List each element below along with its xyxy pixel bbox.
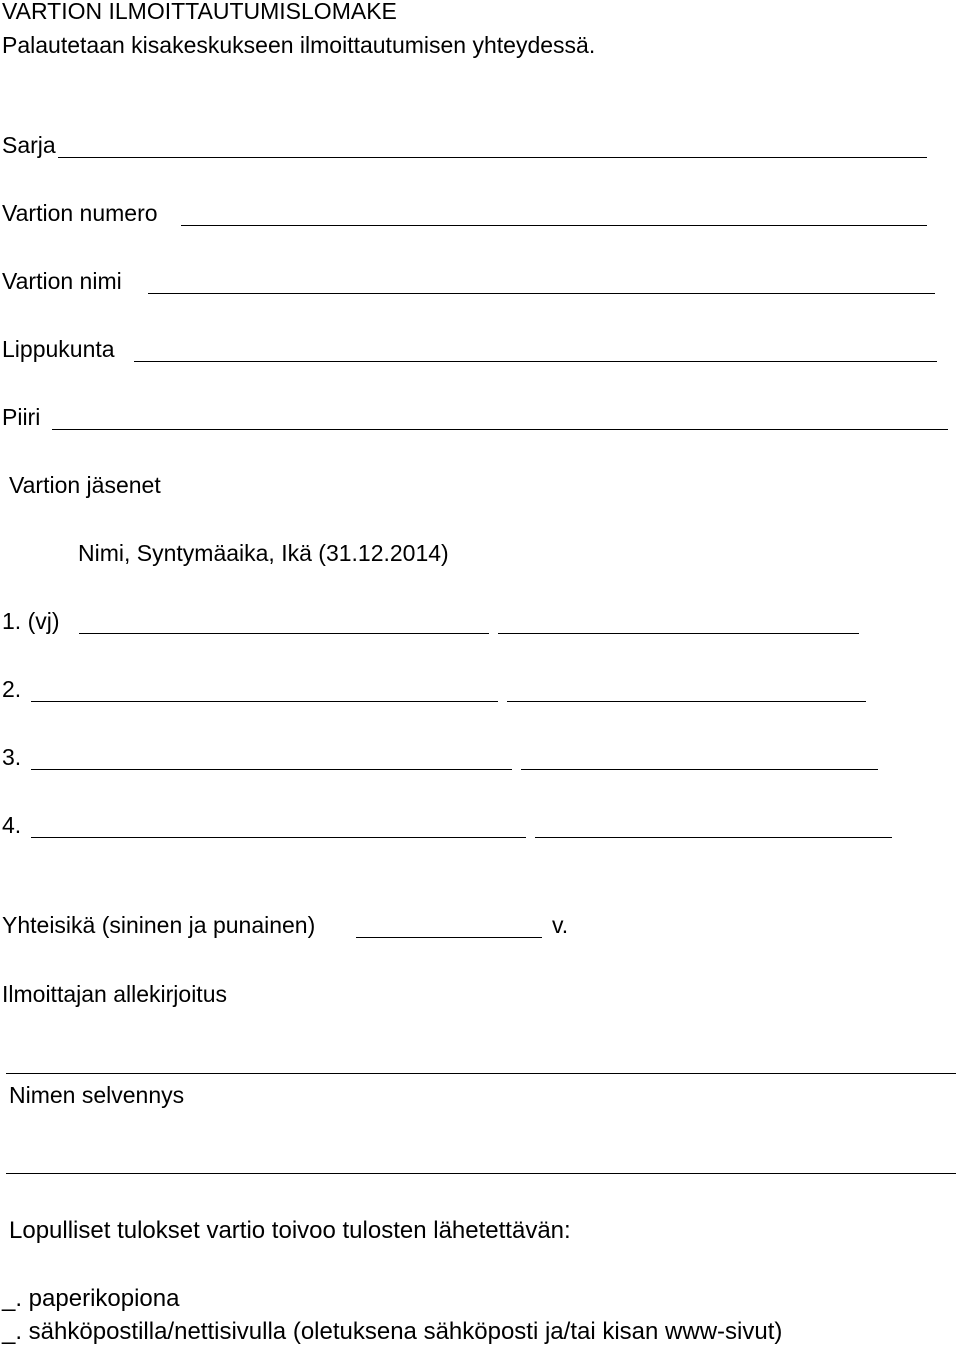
form-title: VARTION ILMOITTAUTUMISLOMAKE bbox=[2, 0, 397, 24]
piiri-field-line[interactable] bbox=[52, 429, 948, 430]
member-3-birth-line[interactable] bbox=[521, 769, 878, 770]
name-clarification-line[interactable] bbox=[6, 1173, 956, 1174]
members-heading: Vartion jäsenet bbox=[9, 472, 161, 498]
member-1-name-line[interactable] bbox=[79, 633, 489, 634]
total-age-label: Yhteisikä (sininen ja punainen) bbox=[2, 912, 316, 938]
lippukunta-field-line[interactable] bbox=[134, 361, 937, 362]
results-option-paper[interactable]: _. paperikopiona bbox=[2, 1285, 180, 1312]
member-1-birth-line[interactable] bbox=[498, 633, 859, 634]
piiri-label: Piiri bbox=[2, 404, 41, 430]
total-age-unit: v. bbox=[552, 912, 569, 938]
vartion-numero-field-line[interactable] bbox=[181, 225, 927, 226]
member-row-label: 2. bbox=[2, 676, 22, 702]
vartion-nimi-label: Vartion nimi bbox=[2, 268, 122, 294]
member-4-name-line[interactable] bbox=[31, 837, 526, 838]
total-age-field-line[interactable] bbox=[356, 937, 542, 938]
vartion-numero-label: Vartion numero bbox=[2, 200, 158, 226]
sarja-label: Sarja bbox=[2, 132, 56, 158]
member-4-birth-line[interactable] bbox=[535, 837, 892, 838]
member-row-label: 3. bbox=[2, 744, 22, 770]
signature-line[interactable] bbox=[6, 1073, 956, 1074]
sarja-field-line[interactable] bbox=[58, 157, 927, 158]
vartion-nimi-field-line[interactable] bbox=[148, 293, 935, 294]
member-2-birth-line[interactable] bbox=[507, 701, 866, 702]
results-delivery-question: Lopulliset tulokset vartio toivoo tulosten lähetettävän: bbox=[9, 1217, 571, 1244]
form-instruction: Palautetaan kisakeskukseen ilmoittautumisen yhteydessä. bbox=[2, 32, 596, 58]
member-2-name-line[interactable] bbox=[31, 701, 498, 702]
member-row-label: 1. (vj) bbox=[2, 608, 60, 634]
members-columns-hint: Nimi, Syntymäaika, Ikä (31.12.2014) bbox=[78, 540, 449, 566]
member-row-label: 4. bbox=[2, 812, 22, 838]
lippukunta-label: Lippukunta bbox=[2, 336, 115, 362]
member-3-name-line[interactable] bbox=[31, 769, 512, 770]
name-clarification-label: Nimen selvennys bbox=[9, 1082, 185, 1108]
signature-label: Ilmoittajan allekirjoitus bbox=[2, 981, 227, 1007]
results-option-email[interactable]: _. sähköpostilla/nettisivulla (oletuksena sähköposti ja/tai kisan www-sivut) bbox=[2, 1318, 783, 1345]
